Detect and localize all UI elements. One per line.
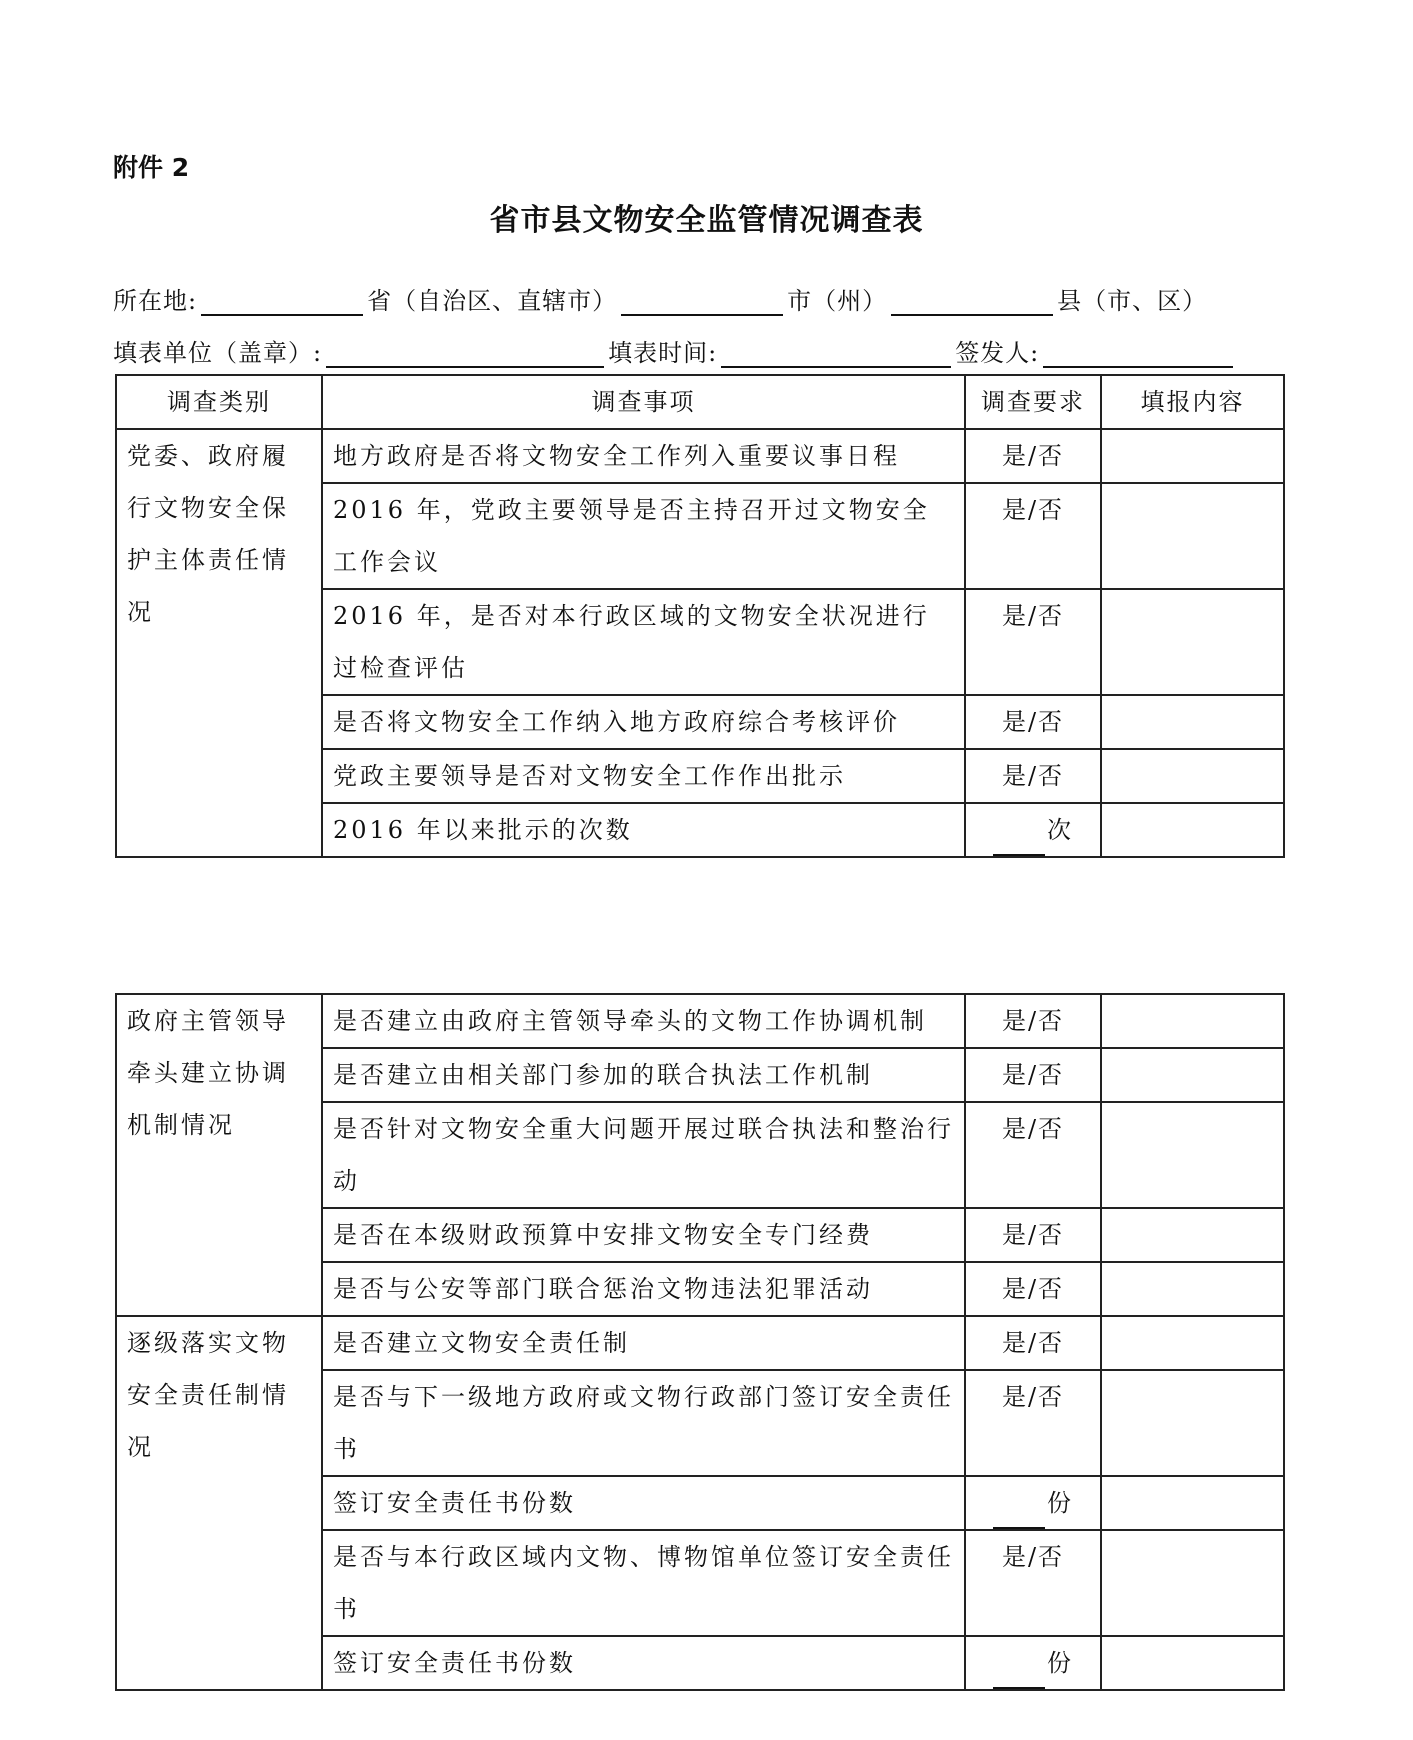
content-cell[interactable]: [1101, 1370, 1284, 1476]
province-blank[interactable]: [201, 288, 363, 316]
item-cell: 是否在本级财政预算中安排文物安全专门经费: [322, 1208, 965, 1262]
item-cell: 2016 年以来批示的次数: [322, 803, 965, 857]
signer-label: 签发人:: [955, 339, 1040, 367]
category-cell: 逐级落实文物安全责任制情况: [116, 1316, 322, 1690]
requirement-cell: [965, 1636, 1101, 1690]
requirement-cell: 是/否: [965, 1530, 1101, 1636]
table-row: [116, 994, 1284, 1048]
item-cell: 签订安全责任书份数: [322, 1636, 965, 1690]
requirement-cell: 是/否: [965, 1316, 1101, 1370]
content-cell[interactable]: [1101, 1636, 1284, 1690]
table-row: [116, 429, 1284, 483]
content-cell[interactable]: [1101, 695, 1284, 749]
unit-text: 次: [1047, 816, 1073, 844]
province-label: 省（自治区、直辖市）: [367, 287, 618, 315]
time-blank[interactable]: [721, 340, 951, 368]
unit-blank[interactable]: [326, 340, 604, 368]
content-cell[interactable]: [1101, 483, 1284, 589]
location-label: 所在地:: [113, 287, 198, 315]
header-item: 调查事项: [322, 375, 965, 429]
count-blank[interactable]: [993, 1503, 1045, 1529]
requirement-cell: 是/否: [965, 1048, 1101, 1102]
header-category: 调查类别: [116, 375, 322, 429]
county-label: 县（市、区）: [1057, 287, 1208, 315]
requirement-cell: [965, 1476, 1101, 1530]
survey-table-part1: [115, 374, 1285, 858]
header-content: 填报内容: [1101, 375, 1284, 429]
unit-line: [113, 332, 1283, 368]
time-label: 填表时间:: [608, 339, 718, 367]
location-line: [113, 280, 1283, 316]
count-blank[interactable]: [993, 830, 1045, 856]
content-cell[interactable]: [1101, 1048, 1284, 1102]
item-cell: 是否针对文物安全重大问题开展过联合执法和整治行动: [322, 1102, 965, 1208]
category-cell: 党委、政府履行文物安全保护主体责任情况: [116, 429, 322, 857]
unit-text: 份: [1047, 1489, 1073, 1517]
survey-table-part2: [115, 993, 1285, 1691]
page-title: 省市县文物安全监管情况调查表: [489, 203, 924, 238]
requirement-cell: 是/否: [965, 1262, 1101, 1316]
item-cell: 是否建立由政府主管领导牵头的文物工作协调机制: [322, 994, 965, 1048]
item-cell: 是否与下一级地方政府或文物行政部门签订安全责任书: [322, 1370, 965, 1476]
requirement-cell: 是/否: [965, 1370, 1101, 1476]
signer-blank[interactable]: [1043, 340, 1233, 368]
requirement-cell: 是/否: [965, 589, 1101, 695]
item-cell: 2016 年，是否对本行政区域的文物安全状况进行过检查评估: [322, 589, 965, 695]
content-cell[interactable]: [1101, 589, 1284, 695]
county-blank[interactable]: [891, 288, 1053, 316]
requirement-cell: [965, 803, 1101, 857]
item-cell: 是否建立由相关部门参加的联合执法工作机制: [322, 1048, 965, 1102]
content-cell[interactable]: [1101, 1530, 1284, 1636]
item-cell: 是否与公安等部门联合惩治文物违法犯罪活动: [322, 1262, 965, 1316]
content-cell[interactable]: [1101, 429, 1284, 483]
requirement-cell: 是/否: [965, 1102, 1101, 1208]
requirement-cell: 是/否: [965, 483, 1101, 589]
requirement-cell: 是/否: [965, 695, 1101, 749]
requirement-cell: 是/否: [965, 429, 1101, 483]
requirement-cell: 是/否: [965, 749, 1101, 803]
city-blank[interactable]: [621, 288, 783, 316]
table-row: [116, 1316, 1284, 1370]
unit-text: 份: [1047, 1649, 1073, 1677]
category-cell: 政府主管领导牵头建立协调机制情况: [116, 994, 322, 1316]
header-requirement: 调查要求: [965, 375, 1101, 429]
item-cell: 是否与本行政区域内文物、博物馆单位签订安全责任书: [322, 1530, 965, 1636]
item-cell: 地方政府是否将文物安全工作列入重要议事日程: [322, 429, 965, 483]
content-cell[interactable]: [1101, 1316, 1284, 1370]
city-label: 市（州）: [787, 287, 888, 315]
content-cell[interactable]: [1101, 1262, 1284, 1316]
requirement-cell: 是/否: [965, 1208, 1101, 1262]
count-blank[interactable]: [993, 1663, 1045, 1689]
requirement-cell: 是/否: [965, 994, 1101, 1048]
item-cell: 是否将文物安全工作纳入地方政府综合考核评价: [322, 695, 965, 749]
content-cell[interactable]: [1101, 1476, 1284, 1530]
item-cell: 2016 年，党政主要领导是否主持召开过文物安全工作会议: [322, 483, 965, 589]
item-cell: 是否建立文物安全责任制: [322, 1316, 965, 1370]
content-cell[interactable]: [1101, 803, 1284, 857]
table-header-row: [116, 375, 1284, 429]
unit-label: 填表单位（盖章）:: [113, 339, 323, 367]
content-cell[interactable]: [1101, 749, 1284, 803]
content-cell[interactable]: [1101, 1102, 1284, 1208]
item-cell: 签订安全责任书份数: [322, 1476, 965, 1530]
attachment-label: 附件 2: [113, 153, 190, 182]
content-cell[interactable]: [1101, 994, 1284, 1048]
content-cell[interactable]: [1101, 1208, 1284, 1262]
item-cell: 党政主要领导是否对文物安全工作作出批示: [322, 749, 965, 803]
